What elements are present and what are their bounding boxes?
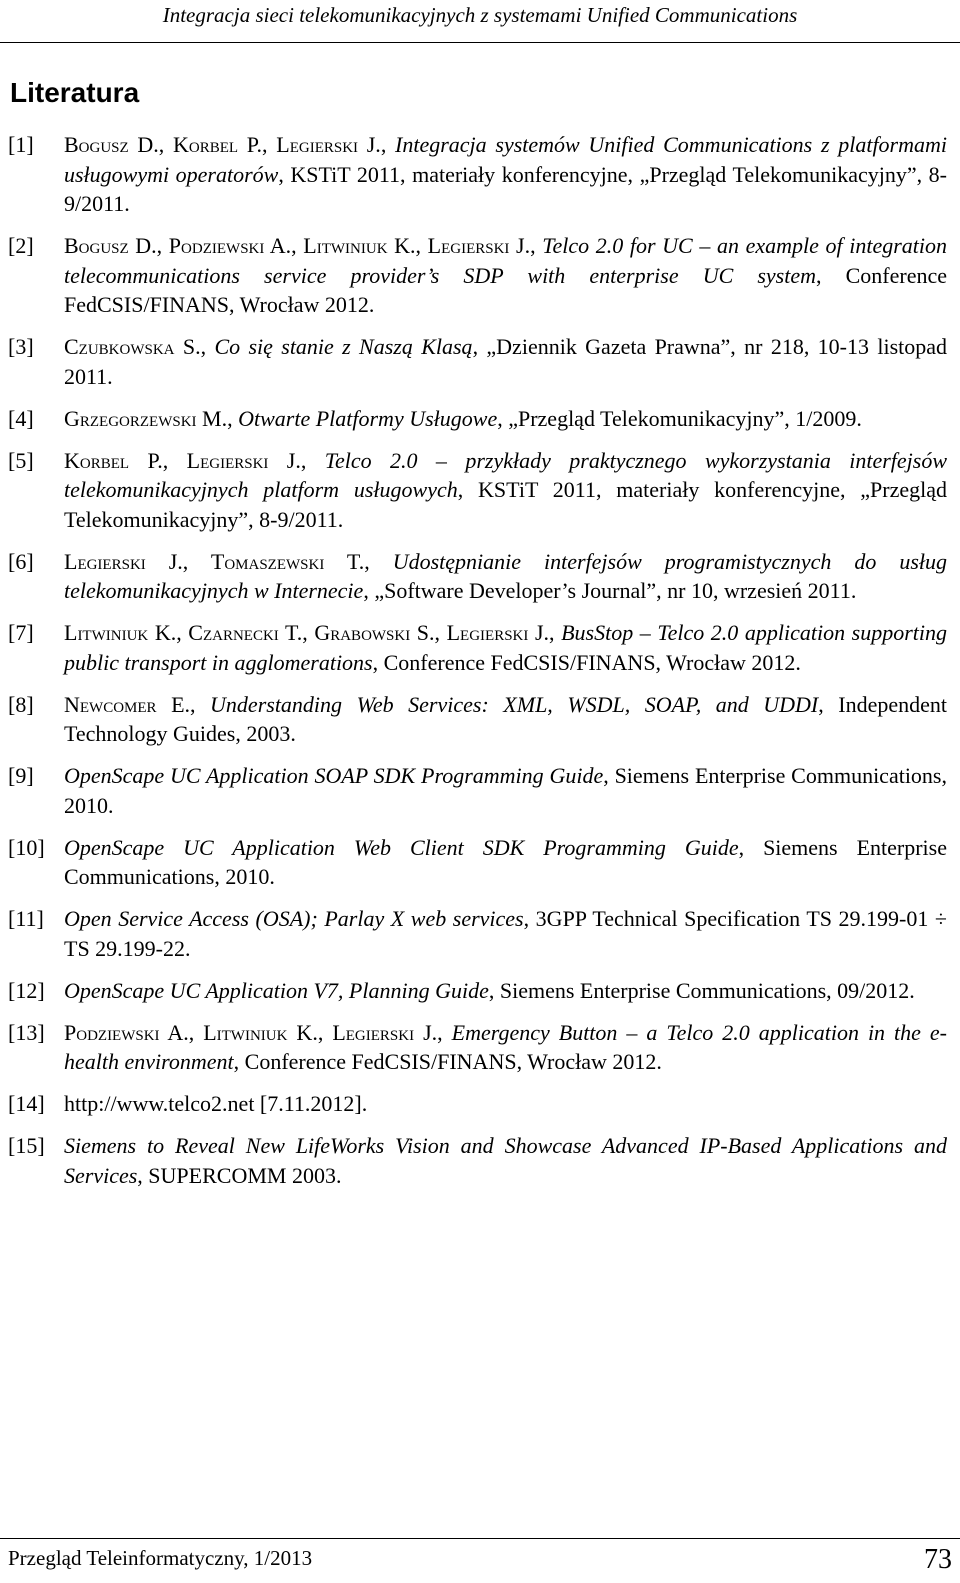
reference-number: [4] (8, 405, 34, 431)
reference-details: , Conference FedCSIS/FINANS, Wrocław 2012. (372, 649, 801, 675)
reference-item (0, 761, 960, 820)
reference-separator: , (437, 1019, 452, 1045)
reference-title: OpenScape UC Application V7, Planning Guide (64, 977, 489, 1003)
section-heading: Literatura (10, 77, 140, 108)
reference-authors: Bogusz D., Podziewski A., Litwiniuk K., Legierski J. (64, 233, 531, 258)
reference-item (0, 231, 960, 320)
reference-details: , KSTiT 2011, materiały konferencyjne, „Przegląd Telekomunikacyjny”, 8-9/2011. (64, 477, 948, 532)
header-rule (0, 42, 960, 43)
footer-rule (0, 1538, 960, 1539)
reference-title: Telco 2.0 for UC – an example of integration telecommunications service provider’s SDP with enterprise UC system (64, 233, 947, 288)
reference-number: [9] (8, 763, 34, 788)
reference-authors: Newcomer E. (64, 691, 191, 717)
reference-item (0, 618, 960, 677)
reference-authors: Korbel P., Legierski J. (64, 447, 301, 473)
reference-title: Integracja systemów Unified Communications z platformami usługowymi operatorów (64, 132, 948, 187)
reference-authors: Grzegorzewski M. (64, 405, 228, 431)
reference-title: BusStop – Telco 2.0 application supporting public transport in agglomerations (64, 620, 947, 675)
reference-details: , Siemens Enterprise Communications, 2010. (64, 834, 947, 889)
reference-separator: , (530, 233, 543, 258)
reference-details: , Conference FedCSIS/FINANS, Wrocław 2012. (64, 262, 947, 317)
reference-item (0, 690, 960, 749)
reference-authors: Legierski J., Tomaszewski T. (64, 548, 365, 574)
reference-title: Siemens to Reveal New LifeWorks Vision and Showcase Advanced IP-Based Applications and Services (64, 1133, 947, 1188)
reference-number: [10] (8, 834, 45, 860)
reference-item (0, 446, 960, 535)
reference-separator: , (300, 447, 325, 473)
reference-title: Co się stanie z Naszą Klasą (214, 334, 473, 359)
reference-details: , „Przegląd Telekomunikacyjny”, 1/2009. (497, 405, 862, 431)
running-header: Integracja sieci telekomunikacyjnych z systemami Unified Communications (162, 3, 798, 27)
reference-title: Open Service Access (OSA); Parlay X web services (64, 906, 524, 931)
reference-title: Telco 2.0 – przykłady praktycznego wykorzystania interfejsów telekomunikacyjnych platform usługowych (64, 447, 947, 502)
reference-details: , 3GPP Technical Specification TS 29.199-01 ÷ TS 29.199-22. (64, 906, 948, 961)
reference-details: , Independent Technology Guides, 2003. (64, 691, 948, 746)
reference-details: http://www.telco2.net [7.11.2012]. (64, 1091, 368, 1116)
reference-item (0, 904, 960, 963)
reference-item (0, 332, 960, 391)
reference-item (0, 976, 960, 1006)
reference-title: Understanding Web Services: XML, WSDL, SOAP, and UDDI (210, 691, 819, 717)
reference-details: , Conference FedCSIS/FINANS, Wrocław 2012. (233, 1049, 662, 1074)
reference-list (0, 130, 960, 1203)
reference-number: [14] (8, 1091, 45, 1116)
reference-separator: , (549, 620, 562, 645)
reference-number: [1] (8, 132, 34, 157)
reference-number: [7] (8, 620, 34, 645)
reference-details: , „Software Developer’s Journal”, nr 10, wrzesień 2011. (363, 578, 857, 603)
reference-number: [8] (8, 691, 34, 717)
reference-separator: , (227, 405, 239, 431)
reference-number: [6] (8, 548, 34, 574)
reference-separator: , (380, 132, 396, 157)
reference-authors: Bogusz D., Korbel P., Legierski J. (64, 132, 381, 157)
reference-number: [12] (8, 977, 45, 1003)
reference-authors: Litwiniuk K., Czarnecki T., Grabowski S., Legierski J. (64, 620, 550, 645)
reference-item (0, 1018, 960, 1077)
reference-details: , SUPERCOMM 2003. (137, 1162, 342, 1188)
reference-details: , Siemens Enterprise Communications, 2010. (64, 763, 947, 818)
reference-title: Otwarte Platformy Usługowe (238, 405, 498, 431)
reference-item (0, 833, 960, 892)
page-number: 73 (924, 1544, 952, 1575)
reference-number: [15] (8, 1133, 45, 1158)
reference-separator: , (190, 691, 211, 717)
reference-title: OpenScape UC Application SOAP SDK Programming Guide (64, 763, 604, 788)
reference-details: , „Dziennik Gazeta Prawna”, nr 218, 10-13 listopad 2011. (64, 334, 948, 389)
reference-item (0, 547, 960, 606)
reference-item (0, 130, 960, 219)
reference-item (0, 404, 960, 434)
reference-authors: Podziewski A., Litwiniuk K., Legierski J. (64, 1019, 438, 1045)
reference-title: Udostępnianie interfejsów programistycznych do usług telekomunikacyjnych w Internecie (64, 548, 947, 603)
reference-number: [13] (8, 1019, 45, 1045)
footer-journal-name: Przegląd Teleinformatyczny, 1/2013 (8, 1546, 313, 1570)
reference-title: OpenScape UC Application Web Client SDK Programming Guide (64, 834, 739, 860)
reference-separator: , (364, 548, 393, 574)
reference-number: [11] (8, 906, 44, 931)
reference-item (0, 1131, 960, 1190)
reference-number: [3] (8, 334, 34, 359)
reference-details: , Siemens Enterprise Communications, 09/2012. (488, 977, 915, 1003)
reference-title: Emergency Button – a Telco 2.0 application in the e-health environment (64, 1019, 948, 1074)
reference-authors: Czubkowska S. (64, 334, 201, 359)
reference-details: , KSTiT 2011, materiały konferencyjne, „Przegląd Telekomunikacyjny”, 8-9/2011. (64, 161, 947, 216)
reference-number: [5] (8, 447, 34, 473)
reference-item (0, 1089, 960, 1119)
reference-separator: , (200, 334, 215, 359)
reference-number: [2] (8, 233, 34, 258)
